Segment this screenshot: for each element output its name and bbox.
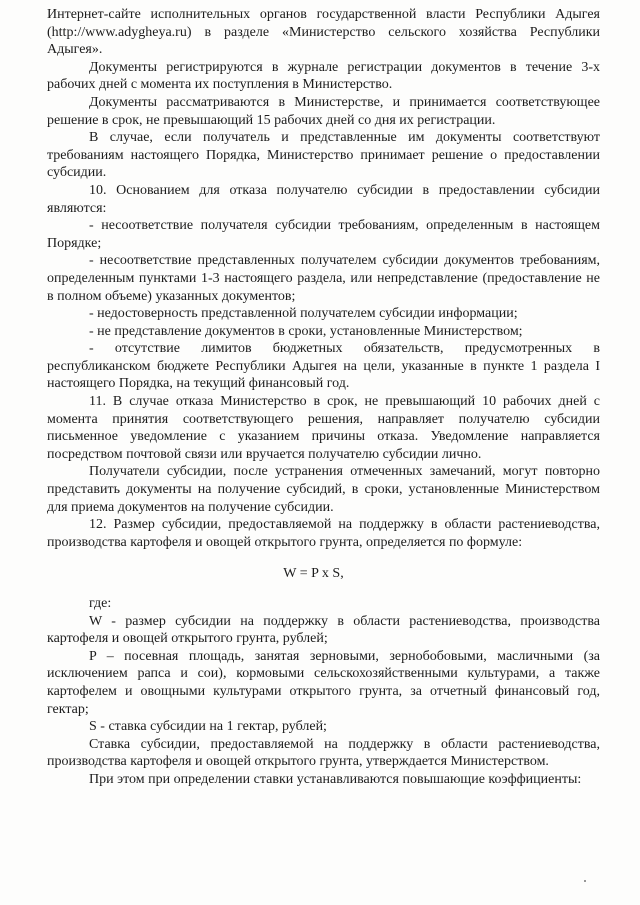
scan-dot [584,880,586,882]
list-item: - отсутствие лимитов бюджетных обязательств, предусмотренных в республиканском бюджете Республики Адыгея на цели, указанные в пункте 1 раздела I настоящего Порядка, на текущий финансовый год. [47,341,600,392]
paragraph: Документы регистрируются в журнале регистрации документов в течение 3-х рабочих дней с момента их поступления в Министерство. [47,59,600,93]
paragraph: Ставка субсидии, предоставляемой на поддержку в области растениеводства, производства картофеля и овощей открытого грунта, утверждается Министерством. [47,736,600,770]
paragraph: 10. Основанием для отказа получателю субсидии в предоставлении субсидии являются: [47,182,600,216]
paragraph: Получатели субсидии, после устранения отмеченных замечаний, могут повторно представить документы на получение субсидий, в сроки, установленные Министерством для приема документов на получение субсидии. [47,464,600,515]
formula: W = P x S, [283,566,344,582]
definition-p: P – посевная площадь, занятая зерновыми, зернобобовыми, масличными (за исключением рапса и сои), кормовыми сельскохозяйственными культурами, а также картофелем и овощными культурами открытого грунта, за отчетный финансовый год, гектар; [47,648,600,717]
definition-s: S - ставка субсидии на 1 гектар, рублей; [89,719,327,735]
definition-w: W - размер субсидии на поддержку в области растениеводства, производства картофеля и овощей открытого грунта, рублей; [47,613,600,647]
list-item: - несоответствие представленных получателем субсидии документов требованиям, определенным пунктами 1-3 настоящего раздела, или непредставление (предоставление не в полном объеме) указанных документов; [47,253,600,304]
paragraph: В случае, если получатель и представленные им документы соответствуют требованиям настоящего Порядка, Министерство принимает решение о предоставлении субсидии. [47,130,600,181]
list-item: - несоответствие получателя субсидии требованиям, определенным в настоящем Порядке; [47,218,600,251]
paragraph: 12. Размер субсидии, предоставляемой на поддержку в области растениеводства, производства картофеля и овощей открытого грунта, определяется по формуле: [47,517,600,550]
document-body [47,6,600,789]
list-item: - не представление документов в сроки, установленные Министерством; [89,323,523,339]
paragraph: Документы рассматриваются в Министерстве, и принимается соответствующее решение в срок, не превышающий 15 рабочих дней со дня их регистрации. [47,94,600,128]
list-item: - недостоверность представленной получателем субсидии информации; [89,306,518,322]
paragraph: где: [89,596,112,611]
paragraph: 11. В случае отказа Министерство в срок, не превышающий 10 рабочих дней с момента принятия соответствующего решения, направляет получателю субсидии письменное уведомление с указанием причины отказа. Уведомление направляется посредством почтовой связи или вручается получателю субсидии лично. [47,394,600,462]
paragraph: Интернет-сайте исполнительных органов государственной власти Республики Адыгея (http://www.adygheya.ru) в разделе «Министерство сельского хозяйства Республики Адыгея». [47,7,600,58]
paragraph: При этом при определении ставки устанавливаются повышающие коэффициенты: [89,771,582,787]
